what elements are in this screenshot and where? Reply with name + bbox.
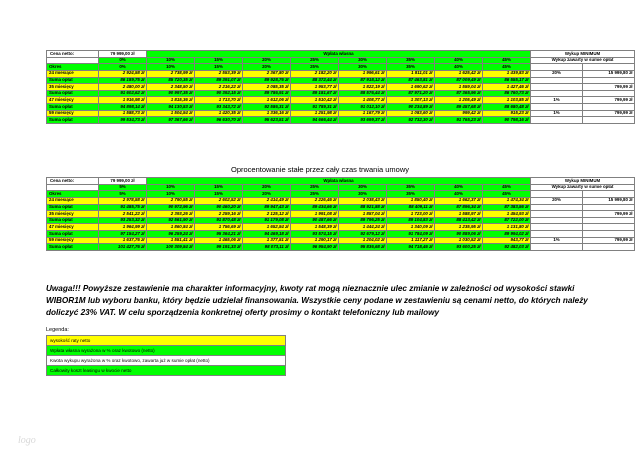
buyout-percent: 1% bbox=[531, 97, 583, 104]
row-label: 35 miesięcy bbox=[47, 211, 99, 218]
cell-6-0: 97 154,27 zł bbox=[99, 231, 147, 238]
pct-col-2: 15% bbox=[195, 184, 243, 191]
table-row bbox=[47, 84, 635, 91]
cell-3-7: 1 588,97 zł bbox=[435, 211, 483, 218]
buyout-header: Wykup MINIMUM bbox=[531, 178, 635, 185]
buyout-percent: 1% bbox=[531, 237, 583, 244]
row-label: 47 miesięcy bbox=[47, 224, 99, 231]
buyout-value: 799,99 zł bbox=[583, 110, 635, 117]
buyout-percent bbox=[531, 64, 583, 71]
cell-3-3: 2 085,35 zł bbox=[243, 84, 291, 91]
cell-1-4: 2 182,20 zł bbox=[291, 70, 339, 77]
cell-8-1: 100 309,54 zł bbox=[147, 244, 195, 251]
cell-7-5: 1 204,02 zł bbox=[339, 237, 387, 244]
buyout-percent: 20% bbox=[531, 70, 583, 77]
price-value: 79 999,00 zł bbox=[99, 178, 147, 185]
row-label: Suma opłat bbox=[47, 90, 99, 97]
row-label: 59 miesięcy bbox=[47, 237, 99, 244]
cell-6-3: 92 586,31 zł bbox=[243, 104, 291, 111]
cell-3-2: 2 216,22 zł bbox=[195, 84, 243, 91]
pct-col-2: 15% bbox=[195, 57, 243, 64]
row-label: Suma opłat bbox=[47, 204, 99, 211]
buyout-percent bbox=[531, 77, 583, 84]
price-value: 79 999,00 zł bbox=[99, 51, 147, 58]
cell-5-3: 1 612,06 zł bbox=[243, 97, 291, 104]
buyout-percent: 1% bbox=[531, 110, 583, 117]
cell-2-0: 91 485,75 zł bbox=[99, 204, 147, 211]
cell-8-6: 94 718,46 zł bbox=[387, 244, 435, 251]
cell-8-4: 96 954,90 zł bbox=[291, 244, 339, 251]
pct-col-6: 35% bbox=[387, 57, 435, 64]
cell-1-2: 2 602,52 zł bbox=[195, 197, 243, 204]
table-row bbox=[47, 64, 635, 71]
row-label: 47 miesięcy bbox=[47, 97, 99, 104]
cell-8-7: 93 600,25 zł bbox=[435, 244, 483, 251]
cell-7-3: 1 377,51 zł bbox=[243, 237, 291, 244]
table-row bbox=[47, 244, 635, 251]
pct-col-3: 20% bbox=[243, 57, 291, 64]
buyout-percent bbox=[531, 191, 583, 198]
row-label: 59 miesięcy bbox=[47, 110, 99, 117]
cell-7-8: 915,23 zł bbox=[483, 110, 531, 117]
cell-5-3: 1 652,54 zł bbox=[243, 224, 291, 231]
cell-5-5: 1 444,24 zł bbox=[339, 224, 387, 231]
buyout-value bbox=[583, 231, 635, 238]
cell-5-0: 1 964,99 zł bbox=[99, 224, 147, 231]
buyout-percent bbox=[531, 204, 583, 211]
cell-3-3: 2 125,12 zł bbox=[243, 211, 291, 218]
cell-7-1: 1 551,41 zł bbox=[147, 237, 195, 244]
cell-6-2: 95 364,21 zł bbox=[195, 231, 243, 238]
cell-5-7: 1 235,95 zł bbox=[435, 224, 483, 231]
cell-2-1: 90 972,96 zł bbox=[147, 204, 195, 211]
buyout-value: 15 999,80 zł bbox=[583, 70, 635, 77]
cell-0-2: 15% bbox=[195, 64, 243, 71]
table-row bbox=[47, 77, 635, 84]
cell-7-6: 1 117,27 zł bbox=[387, 237, 435, 244]
row-label: Suma opłat bbox=[47, 244, 99, 251]
buyout-subheader: Wykup zawarty w sumie opłat bbox=[531, 57, 635, 64]
cell-0-8: 45% bbox=[483, 191, 531, 198]
cell-1-3: 2 367,80 zł bbox=[243, 70, 291, 77]
cell-0-3: 20% bbox=[243, 64, 291, 71]
buyout-header: Wykup MINIMUM bbox=[531, 51, 635, 58]
cell-0-5: 30% bbox=[339, 64, 387, 71]
buyout-value bbox=[583, 244, 635, 251]
cell-5-6: 1 307,13 zł bbox=[387, 97, 435, 104]
table2-title: Oprocentowanie stałe przez cały czas trwania umowy bbox=[231, 165, 409, 174]
cell-0-0: 5% bbox=[99, 191, 147, 198]
cell-6-1: 94 130,53 zł bbox=[147, 104, 195, 111]
table-row bbox=[47, 191, 635, 198]
watermark: logo bbox=[18, 435, 36, 446]
spacer-cell-b bbox=[47, 184, 99, 191]
table-row bbox=[47, 217, 635, 224]
table-row bbox=[47, 90, 635, 97]
cell-1-5: 2 038,43 zł bbox=[339, 197, 387, 204]
cell-4-3: 91 179,08 zł bbox=[243, 217, 291, 224]
cell-5-6: 1 340,09 zł bbox=[387, 224, 435, 231]
cell-6-0: 94 898,14 zł bbox=[99, 104, 147, 111]
cell-8-0: 99 534,73 zł bbox=[99, 117, 147, 124]
cell-4-4: 90 487,66 zł bbox=[291, 217, 339, 224]
cell-5-2: 1 756,69 zł bbox=[195, 224, 243, 231]
cell-4-1: 90 997,35 zł bbox=[147, 90, 195, 97]
cell-1-7: 1 625,42 zł bbox=[435, 70, 483, 77]
cell-2-6: 88 409,11 zł bbox=[387, 204, 435, 211]
cell-0-7: 40% bbox=[435, 191, 483, 198]
cell-3-1: 2 348,50 zł bbox=[147, 84, 195, 91]
cell-3-0: 2 541,22 zł bbox=[99, 211, 147, 218]
pct-col-8: 45% bbox=[483, 184, 531, 191]
cell-7-7: 1 030,52 zł bbox=[435, 237, 483, 244]
price-label: Cena netto: bbox=[47, 178, 99, 185]
cell-3-1: 2 393,26 zł bbox=[147, 211, 195, 218]
row-label: 35 miesięcy bbox=[47, 84, 99, 91]
table-row bbox=[47, 110, 635, 117]
price-label: Cena netto: bbox=[47, 51, 99, 58]
pct-col-3: 20% bbox=[243, 184, 291, 191]
cell-8-5: 93 699,37 zł bbox=[339, 117, 387, 124]
cell-6-5: 92 679,12 zł bbox=[339, 231, 387, 238]
cell-1-8: 1 439,83 zł bbox=[483, 70, 531, 77]
buyout-value: 799,99 zł bbox=[583, 84, 635, 91]
cell-2-1: 85 720,35 zł bbox=[147, 77, 195, 84]
buyout-value: 799,99 zł bbox=[583, 97, 635, 104]
buyout-value bbox=[583, 77, 635, 84]
row-label: Okres bbox=[47, 191, 99, 198]
cell-7-7: 999,42 zł bbox=[435, 110, 483, 117]
table-header-row bbox=[47, 178, 635, 185]
buyout-subheader: Wykup zawarty w sumie opłat bbox=[531, 184, 635, 191]
cell-4-7: 88 413,42 zł bbox=[435, 217, 483, 224]
cell-0-4: 25% bbox=[291, 64, 339, 71]
cell-3-8: 1 427,46 zł bbox=[483, 84, 531, 91]
pct-col-5: 30% bbox=[339, 57, 387, 64]
cell-6-1: 96 259,24 zł bbox=[147, 231, 195, 238]
cell-0-8: 45% bbox=[483, 64, 531, 71]
cell-2-5: 88 921,88 zł bbox=[339, 204, 387, 211]
cell-1-3: 2 414,49 zł bbox=[243, 197, 291, 204]
pct-col-8: 45% bbox=[483, 57, 531, 64]
cell-3-5: 1 857,04 zł bbox=[339, 211, 387, 218]
table-subheader-row bbox=[47, 184, 635, 191]
leasing-table-variable-rate bbox=[46, 50, 635, 124]
cell-7-6: 1 083,60 zł bbox=[387, 110, 435, 117]
row-label: Suma opłat bbox=[47, 217, 99, 224]
cell-8-1: 97 367,66 zł bbox=[147, 117, 195, 124]
cell-0-1: 10% bbox=[147, 64, 195, 71]
cell-4-5: 88 576,44 zł bbox=[339, 90, 387, 97]
cell-8-2: 99 191,33 zł bbox=[195, 244, 243, 251]
cell-4-7: 87 365,96 zł bbox=[435, 90, 483, 97]
cell-4-2: 91 870,48 zł bbox=[195, 217, 243, 224]
legend-item-3: Całkowity koszt leasingu w kwocie netto bbox=[46, 365, 286, 376]
pct-col-6: 35% bbox=[387, 184, 435, 191]
cell-8-7: 91 765,23 zł bbox=[435, 117, 483, 124]
table-header-row bbox=[47, 51, 635, 58]
cell-7-4: 1 251,98 zł bbox=[291, 110, 339, 117]
pct-col-5: 30% bbox=[339, 184, 387, 191]
cell-8-3: 98 073,11 zł bbox=[243, 244, 291, 251]
cell-2-3: 89 928,76 zł bbox=[243, 77, 291, 84]
legend bbox=[46, 327, 286, 376]
cell-7-2: 1 420,35 zł bbox=[195, 110, 243, 117]
pct-col-0: 0% bbox=[99, 57, 147, 64]
cell-0-7: 40% bbox=[435, 64, 483, 71]
cell-1-6: 1 850,40 zł bbox=[387, 197, 435, 204]
cell-6-7: 89 457,68 zł bbox=[435, 104, 483, 111]
cell-3-5: 1 822,19 zł bbox=[339, 84, 387, 91]
buyout-value bbox=[583, 224, 635, 231]
cell-4-0: 93 253,32 zł bbox=[99, 217, 147, 224]
cell-6-3: 94 469,18 zł bbox=[243, 231, 291, 238]
cell-4-4: 89 181,67 zł bbox=[291, 90, 339, 97]
row-label: Okres bbox=[47, 64, 99, 71]
table-row bbox=[47, 211, 635, 218]
row-label: Suma opłat bbox=[47, 117, 99, 124]
cell-0-6: 35% bbox=[387, 191, 435, 198]
cell-2-7: 87 009,49 zł bbox=[435, 77, 483, 84]
cell-0-6: 35% bbox=[387, 64, 435, 71]
cell-4-2: 90 392,15 zł bbox=[195, 90, 243, 97]
cell-7-8: 943,77 zł bbox=[483, 237, 531, 244]
cell-1-7: 1 662,37 zł bbox=[435, 197, 483, 204]
legend-title: Legenda: bbox=[46, 327, 69, 333]
cell-8-0: 101 427,76 zł bbox=[99, 244, 147, 251]
table-row bbox=[47, 231, 635, 238]
cell-4-8: 87 722,00 zł bbox=[483, 217, 531, 224]
cell-4-1: 92 561,90 zł bbox=[147, 217, 195, 224]
table-row bbox=[47, 97, 635, 104]
cell-3-2: 2 259,16 zł bbox=[195, 211, 243, 218]
cell-7-4: 1 290,17 zł bbox=[291, 237, 339, 244]
table-row bbox=[47, 70, 635, 77]
buyout-value: 15 999,80 zł bbox=[583, 197, 635, 204]
cell-5-8: 1 103,85 zł bbox=[483, 97, 531, 104]
cell-3-0: 2 480,00 zł bbox=[99, 84, 147, 91]
cell-5-2: 1 713,70 zł bbox=[195, 97, 243, 104]
own-contribution-band: Wpłata własna bbox=[147, 178, 531, 185]
pct-col-4: 25% bbox=[291, 57, 339, 64]
buyout-percent bbox=[531, 211, 583, 218]
cell-2-7: 87 896,34 zł bbox=[435, 204, 483, 211]
cell-7-5: 1 167,79 zł bbox=[339, 110, 387, 117]
cell-0-1: 10% bbox=[147, 191, 195, 198]
cell-4-3: 89 786,91 zł bbox=[243, 90, 291, 97]
buyout-value bbox=[583, 217, 635, 224]
cell-5-1: 1 860,84 zł bbox=[147, 224, 195, 231]
row-label: Suma opłat bbox=[47, 231, 99, 238]
cell-7-0: 1 637,76 zł bbox=[99, 237, 147, 244]
cell-1-8: 1 474,34 zł bbox=[483, 197, 531, 204]
cell-3-6: 1 723,00 zł bbox=[387, 211, 435, 218]
table-row bbox=[47, 237, 635, 244]
row-label: 24 miesiące bbox=[47, 70, 99, 77]
pct-col-4: 25% bbox=[291, 184, 339, 191]
cell-2-8: 87 383,56 zł bbox=[483, 204, 531, 211]
cell-6-4: 93 574,15 zł bbox=[291, 231, 339, 238]
spacer-cell-a bbox=[47, 57, 99, 64]
cell-7-1: 1 504,54 zł bbox=[147, 110, 195, 117]
cell-4-6: 89 104,83 zł bbox=[387, 217, 435, 224]
cell-4-5: 89 796,25 zł bbox=[339, 217, 387, 224]
cell-0-3: 20% bbox=[243, 191, 291, 198]
cell-6-8: 88 680,48 zł bbox=[483, 104, 531, 111]
table-row bbox=[47, 224, 635, 231]
cell-8-5: 95 836,68 zł bbox=[339, 244, 387, 251]
cell-4-8: 86 760,73 zł bbox=[483, 90, 531, 97]
buyout-percent bbox=[531, 231, 583, 238]
cell-5-4: 1 510,42 zł bbox=[291, 97, 339, 104]
buyout-value bbox=[583, 64, 635, 71]
buyout-value bbox=[583, 90, 635, 97]
cell-2-6: 87 463,81 zł bbox=[387, 77, 435, 84]
cell-8-3: 95 623,51 zł bbox=[243, 117, 291, 124]
table-row bbox=[47, 204, 635, 211]
pct-col-1: 10% bbox=[147, 57, 195, 64]
cell-5-4: 1 548,39 zł bbox=[291, 224, 339, 231]
cell-8-6: 92 732,30 zł bbox=[387, 117, 435, 124]
row-label: 24 miesiące bbox=[47, 197, 99, 204]
buyout-value bbox=[583, 104, 635, 111]
cell-0-5: 30% bbox=[339, 191, 387, 198]
cell-0-0: 0% bbox=[99, 64, 147, 71]
cell-0-2: 15% bbox=[195, 191, 243, 198]
cell-5-0: 1 916,98 zł bbox=[99, 97, 147, 104]
cell-8-2: 96 630,70 zł bbox=[195, 117, 243, 124]
leasing-table-fixed-rate bbox=[46, 177, 635, 251]
pct-col-7: 40% bbox=[435, 184, 483, 191]
cell-5-7: 1 205,49 zł bbox=[435, 97, 483, 104]
buyout-percent bbox=[531, 217, 583, 224]
row-label: Suma opłat bbox=[47, 104, 99, 111]
table-row bbox=[47, 104, 635, 111]
cell-1-4: 2 226,46 zł bbox=[291, 197, 339, 204]
pct-col-7: 40% bbox=[435, 57, 483, 64]
cell-6-6: 91 784,09 zł bbox=[387, 231, 435, 238]
cell-2-8: 86 555,17 zł bbox=[483, 77, 531, 84]
cell-1-1: 2 738,99 zł bbox=[147, 70, 195, 77]
buyout-value: 799,99 zł bbox=[583, 211, 635, 218]
row-label: Suma opłat bbox=[47, 77, 99, 84]
pct-col-1: 10% bbox=[147, 184, 195, 191]
buyout-value bbox=[583, 191, 635, 198]
cell-1-2: 2 553,39 zł bbox=[195, 70, 243, 77]
legend-item-2: Kwota wykupu wyrażona w % oraz kwotowo, zawarta już w sumie opłat (netto) bbox=[46, 355, 286, 365]
cell-3-4: 1 991,08 zł bbox=[291, 211, 339, 218]
buyout-value bbox=[583, 117, 635, 124]
buyout-percent bbox=[531, 117, 583, 124]
cell-2-0: 86 189,75 zł bbox=[99, 77, 147, 84]
cell-2-5: 87 918,12 zł bbox=[339, 77, 387, 84]
cell-6-6: 90 234,89 zł bbox=[387, 104, 435, 111]
cell-8-4: 94 666,44 zł bbox=[291, 117, 339, 124]
legend-item-1: Wpłata własna wyrażona w % oraz kwotowo (netto) bbox=[46, 345, 286, 355]
cell-1-0: 2 978,58 zł bbox=[99, 197, 147, 204]
cell-3-6: 1 690,62 zł bbox=[387, 84, 435, 91]
cell-5-5: 1 408,77 zł bbox=[339, 97, 387, 104]
cell-4-6: 87 971,20 zł bbox=[387, 90, 435, 97]
pct-col-0: 5% bbox=[99, 184, 147, 191]
cell-3-4: 1 953,77 zł bbox=[291, 84, 339, 91]
cell-1-1: 2 790,55 zł bbox=[147, 197, 195, 204]
cell-6-4: 91 789,31 zł bbox=[291, 104, 339, 111]
cell-2-2: 89 391,07 zł bbox=[195, 77, 243, 84]
cell-1-0: 2 924,58 zł bbox=[99, 70, 147, 77]
buyout-percent bbox=[531, 244, 583, 251]
cell-2-4: 88 372,44 zł bbox=[291, 77, 339, 84]
cell-8-8: 92 482,03 zł bbox=[483, 244, 531, 251]
table-row bbox=[47, 197, 635, 204]
buyout-percent: 20% bbox=[531, 197, 583, 204]
cell-7-0: 1 588,73 zł bbox=[99, 110, 147, 117]
cell-2-2: 90 460,20 zł bbox=[195, 204, 243, 211]
cell-1-6: 1 811,01 zł bbox=[387, 70, 435, 77]
buyout-percent bbox=[531, 224, 583, 231]
cell-3-7: 1 559,04 zł bbox=[435, 84, 483, 91]
cell-7-2: 1 465,06 zł bbox=[195, 237, 243, 244]
cell-6-7: 90 889,06 zł bbox=[435, 231, 483, 238]
cell-6-8: 89 994,02 zł bbox=[483, 231, 531, 238]
buyout-value bbox=[583, 204, 635, 211]
cell-7-3: 1 336,16 zł bbox=[243, 110, 291, 117]
cell-2-3: 89 947,43 zł bbox=[243, 204, 291, 211]
cell-6-2: 93 343,72 zł bbox=[195, 104, 243, 111]
cell-1-5: 1 996,61 zł bbox=[339, 70, 387, 77]
buyout-percent bbox=[531, 104, 583, 111]
cell-8-8: 90 798,16 zł bbox=[483, 117, 531, 124]
table-row bbox=[47, 117, 635, 124]
own-contribution-band: Wpłata własna bbox=[147, 51, 531, 58]
table-subheader-row bbox=[47, 57, 635, 64]
disclaimer-note: Uwaga!!! Powyższe zestawienie ma charakter informacyjny, kwoty rat mogą nieznacznie ulec zmianie w zależności od wysokości stawki WIBOR1M lub wyboru banku, który będzie udzielał finansowania. Wszystkie ceny podane w zestawieniu są cenami netto, do których należy doliczyć 23% VAT. W celu sporządzenia konkretnej oferty prosimy o kontakt telefoniczny lub mailowy bbox=[46, 284, 588, 317]
legend-item-0: wysokość raty netto bbox=[46, 335, 286, 345]
cell-0-4: 25% bbox=[291, 191, 339, 198]
cell-3-8: 1 454,93 zł bbox=[483, 211, 531, 218]
buyout-percent bbox=[531, 84, 583, 91]
cell-4-0: 91 602,62 zł bbox=[99, 90, 147, 97]
buyout-value: 799,99 zł bbox=[583, 237, 635, 244]
buyout-percent bbox=[531, 90, 583, 97]
cell-5-1: 1 815,36 zł bbox=[147, 97, 195, 104]
cell-2-4: 89 434,66 zł bbox=[291, 204, 339, 211]
cell-5-8: 1 131,80 zł bbox=[483, 224, 531, 231]
cell-6-5: 91 012,10 zł bbox=[339, 104, 387, 111]
